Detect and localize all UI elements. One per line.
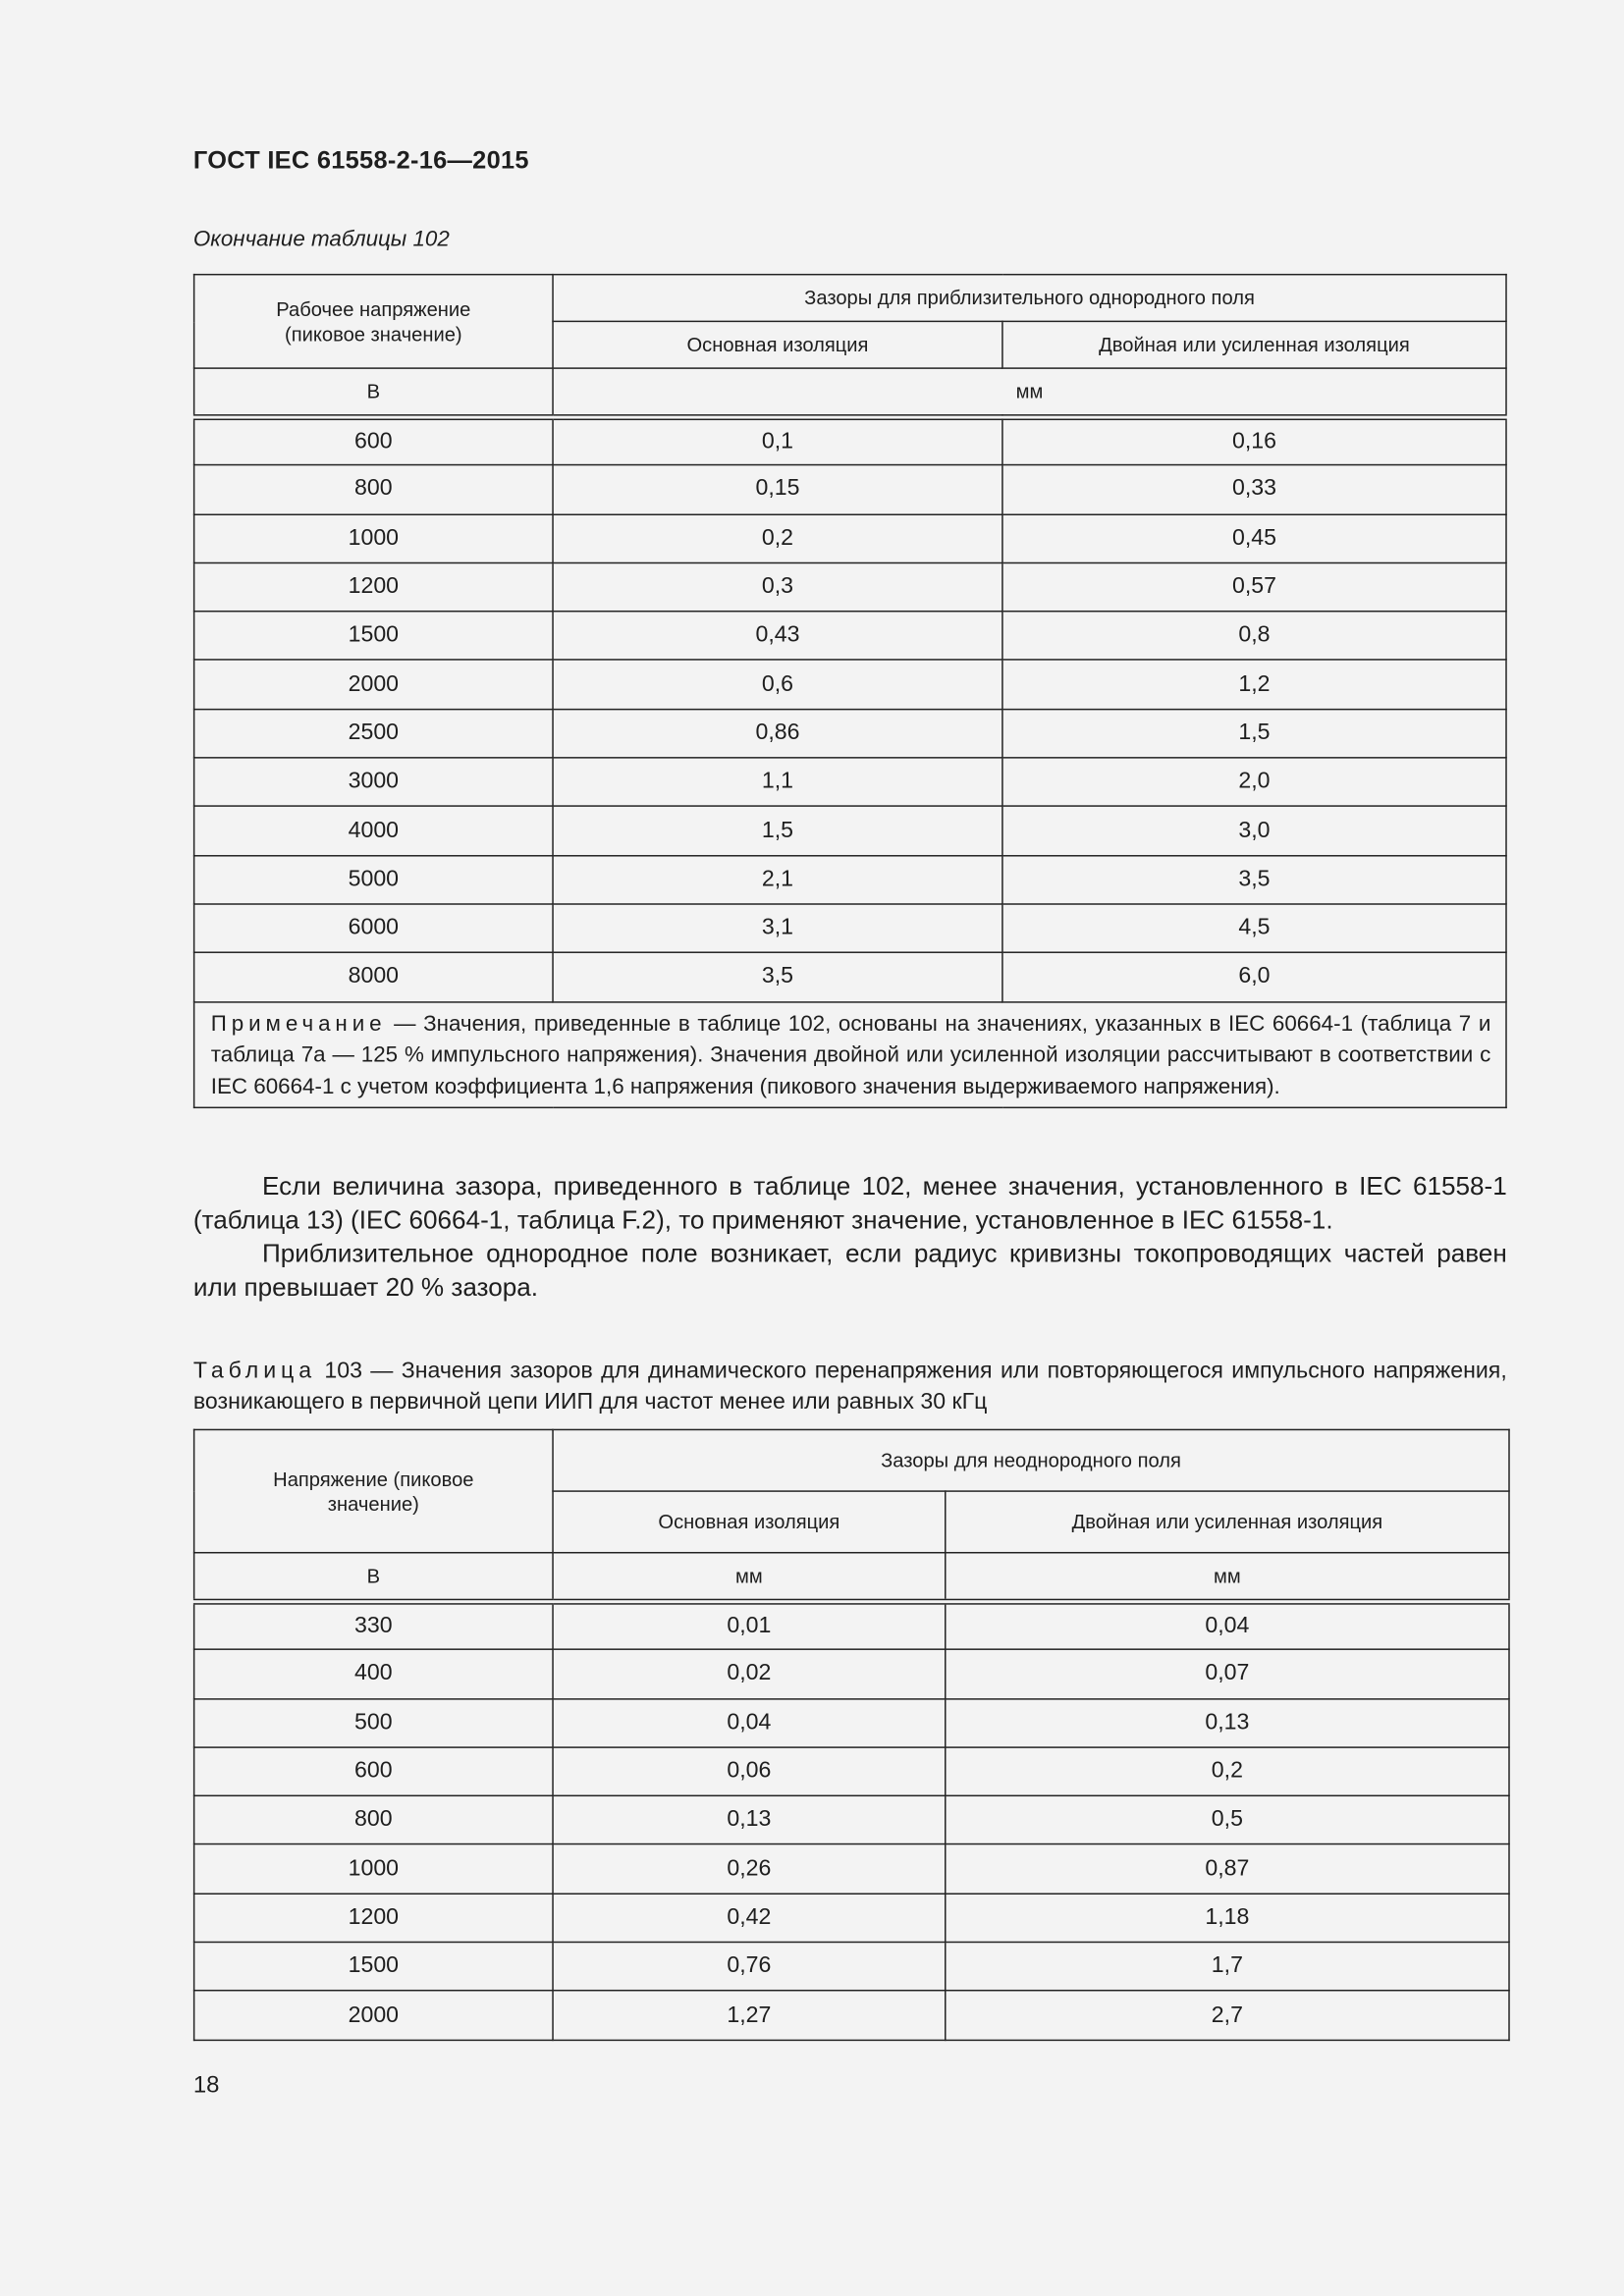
voltage-cell: 800 bbox=[194, 1796, 553, 1845]
clearance-group-header: Зазоры для приблизительного однородного поля bbox=[553, 275, 1506, 322]
col-voltage-header: Напряжение (пиковое значение) bbox=[194, 1429, 553, 1552]
basic-clearance-cell: 0,04 bbox=[553, 1698, 946, 1747]
table-row bbox=[194, 465, 1506, 514]
col-basic-insulation-header: Основная изоляция bbox=[553, 1491, 946, 1553]
voltage-cell: 330 bbox=[194, 1601, 553, 1650]
table-row bbox=[194, 709, 1506, 758]
double-clearance-cell: 0,16 bbox=[1002, 416, 1506, 465]
table-row bbox=[194, 1747, 1509, 1796]
voltage-cell: 1200 bbox=[194, 1894, 553, 1943]
unit-voltage-cell: В bbox=[194, 1553, 553, 1601]
table-row bbox=[194, 904, 1506, 953]
table-102-body bbox=[194, 416, 1506, 1001]
basic-clearance-cell: 0,6 bbox=[553, 661, 1002, 710]
voltage-cell: 600 bbox=[194, 416, 553, 465]
basic-clearance-cell: 0,43 bbox=[553, 612, 1002, 661]
table-row bbox=[194, 1943, 1509, 1992]
body-text bbox=[193, 1170, 1507, 1304]
unit-mm-cell: мм bbox=[553, 368, 1506, 416]
voltage-cell: 8000 bbox=[194, 953, 553, 1002]
table-row bbox=[194, 1650, 1509, 1699]
double-clearance-cell: 0,2 bbox=[946, 1747, 1509, 1796]
double-clearance-cell: 0,8 bbox=[1002, 612, 1506, 661]
double-clearance-cell: 0,5 bbox=[946, 1796, 1509, 1845]
double-clearance-cell: 1,7 bbox=[946, 1943, 1509, 1992]
table-103-body bbox=[194, 1601, 1509, 2040]
table-row bbox=[194, 807, 1506, 856]
double-clearance-cell: 3,5 bbox=[1002, 855, 1506, 904]
caption-label: Таблица bbox=[192, 1359, 316, 1384]
table-row bbox=[194, 514, 1506, 563]
voltage-cell: 1500 bbox=[194, 1943, 553, 1992]
table-row bbox=[194, 416, 1506, 465]
table-row bbox=[194, 953, 1506, 1002]
double-clearance-cell: 0,33 bbox=[1002, 465, 1506, 514]
voltage-cell: 400 bbox=[194, 1650, 553, 1699]
double-clearance-cell: 4,5 bbox=[1002, 904, 1506, 953]
basic-clearance-cell: 3,5 bbox=[553, 953, 1002, 1002]
col-double-insulation-header: Двойная или усиленная изоляция bbox=[946, 1491, 1509, 1553]
basic-clearance-cell: 3,1 bbox=[553, 904, 1002, 953]
basic-clearance-cell: 0,01 bbox=[553, 1601, 946, 1650]
basic-clearance-cell: 2,1 bbox=[553, 855, 1002, 904]
basic-clearance-cell: 0,13 bbox=[553, 1796, 946, 1845]
table-row bbox=[194, 1894, 1509, 1943]
clearance-group-header: Зазоры для неоднородного поля bbox=[553, 1429, 1509, 1491]
voltage-cell: 600 bbox=[194, 1747, 553, 1796]
basic-clearance-cell: 0,3 bbox=[553, 562, 1002, 612]
basic-clearance-cell: 0,15 bbox=[553, 465, 1002, 514]
table-row bbox=[194, 1601, 1509, 1650]
voltage-cell: 2000 bbox=[194, 1991, 553, 2040]
paragraph: Приблизительное однородное поле возникает, если радиус кривизны токопроводящих частей равен или превышает 20 % зазора. bbox=[192, 1238, 1507, 1302]
col-double-insulation-header: Двойная или усиленная изоляция bbox=[1002, 321, 1506, 368]
table-row bbox=[194, 1844, 1509, 1894]
basic-clearance-cell: 0,42 bbox=[553, 1894, 946, 1943]
voltage-cell: 4000 bbox=[194, 807, 553, 856]
basic-clearance-cell: 0,2 bbox=[553, 514, 1002, 563]
paragraph: Если величина зазора, приведенного в таблице 102, менее значения, установленного в IEC 61558-1 (таблица 13) (IEC 60664-1, таблица F.2), то применяют значение, установленное в IEC 61558-1. bbox=[192, 1171, 1507, 1234]
voltage-cell: 1000 bbox=[194, 514, 553, 563]
col-basic-insulation-header: Основная изоляция bbox=[553, 321, 1002, 368]
basic-clearance-cell: 0,02 bbox=[553, 1650, 946, 1699]
voltage-cell: 1000 bbox=[194, 1844, 553, 1894]
voltage-cell: 2000 bbox=[194, 661, 553, 710]
basic-clearance-cell: 0,06 bbox=[553, 1747, 946, 1796]
double-clearance-cell: 2,7 bbox=[946, 1991, 1509, 2040]
voltage-cell: 800 bbox=[194, 465, 553, 514]
double-clearance-cell: 1,18 bbox=[946, 1894, 1509, 1943]
double-clearance-cell: 0,57 bbox=[1002, 562, 1506, 612]
table-102-caption: Окончание таблицы 102 bbox=[192, 227, 450, 252]
basic-clearance-cell: 1,1 bbox=[553, 758, 1002, 807]
basic-clearance-cell: 0,1 bbox=[553, 416, 1002, 465]
table-102 bbox=[193, 274, 1507, 1108]
double-clearance-cell: 3,0 bbox=[1002, 807, 1506, 856]
double-clearance-cell: 2,0 bbox=[1002, 758, 1506, 807]
voltage-cell: 3000 bbox=[194, 758, 553, 807]
page-number: 18 bbox=[192, 2072, 220, 2099]
table-row bbox=[194, 562, 1506, 612]
basic-clearance-cell: 0,26 bbox=[553, 1844, 946, 1894]
double-clearance-cell: 1,5 bbox=[1002, 709, 1506, 758]
table-row bbox=[194, 1991, 1509, 2040]
double-clearance-cell: 0,45 bbox=[1002, 514, 1506, 563]
table-row bbox=[194, 612, 1506, 661]
double-clearance-cell: 6,0 bbox=[1002, 953, 1506, 1002]
double-clearance-cell: 0,13 bbox=[946, 1698, 1509, 1747]
table-row bbox=[194, 1698, 1509, 1747]
double-clearance-cell: 1,2 bbox=[1002, 661, 1506, 710]
document-header: ГОСТ IEC 61558-2-16—2015 bbox=[192, 146, 529, 175]
table-row bbox=[194, 758, 1506, 807]
table-row bbox=[194, 661, 1506, 710]
double-clearance-cell: 0,07 bbox=[946, 1650, 1509, 1699]
basic-clearance-cell: 1,5 bbox=[553, 807, 1002, 856]
caption-text: 103 — Значения зазоров для динамического перенапряжения или повторяющегося импульсного напряжения, возникающего в первичной цепи ИИП для частот менее или равных 30 кГц bbox=[192, 1359, 1507, 1415]
voltage-cell: 5000 bbox=[194, 855, 553, 904]
double-clearance-cell: 0,04 bbox=[946, 1601, 1509, 1650]
table-102-note bbox=[194, 1001, 1506, 1107]
note-text: — Значения, приведенные в таблице 102, основаны на значениях, указанных в IEC 60664-1 (таблица 7 и таблица 7а — 125 % импульсного напряжения). Значения двойной или усиленной изоляции рассчитывают в соответствии с IEC 60664-1 с учетом коэффициента 1,6 напряжения (пикового значения выдерживаемого напряжения). bbox=[210, 1010, 1491, 1099]
voltage-cell: 1200 bbox=[194, 562, 553, 612]
basic-clearance-cell: 0,86 bbox=[553, 709, 1002, 758]
table-103-caption bbox=[193, 1356, 1507, 1417]
voltage-cell: 6000 bbox=[194, 904, 553, 953]
unit-mm-cell: мм bbox=[946, 1553, 1509, 1601]
double-clearance-cell: 0,87 bbox=[946, 1844, 1509, 1894]
voltage-cell: 2500 bbox=[194, 709, 553, 758]
table-row bbox=[194, 855, 1506, 904]
voltage-cell: 500 bbox=[194, 1698, 553, 1747]
basic-clearance-cell: 0,76 bbox=[553, 1943, 946, 1992]
basic-clearance-cell: 1,27 bbox=[553, 1991, 946, 2040]
unit-mm-cell: мм bbox=[553, 1553, 946, 1601]
col-voltage-header: Рабочее напряжение (пиковое значение) bbox=[194, 275, 553, 368]
table-row bbox=[194, 1796, 1509, 1845]
table-103 bbox=[193, 1429, 1510, 2041]
voltage-cell: 1500 bbox=[194, 612, 553, 661]
note-label: Примечание bbox=[210, 1010, 387, 1037]
unit-voltage-cell: В bbox=[194, 368, 553, 416]
